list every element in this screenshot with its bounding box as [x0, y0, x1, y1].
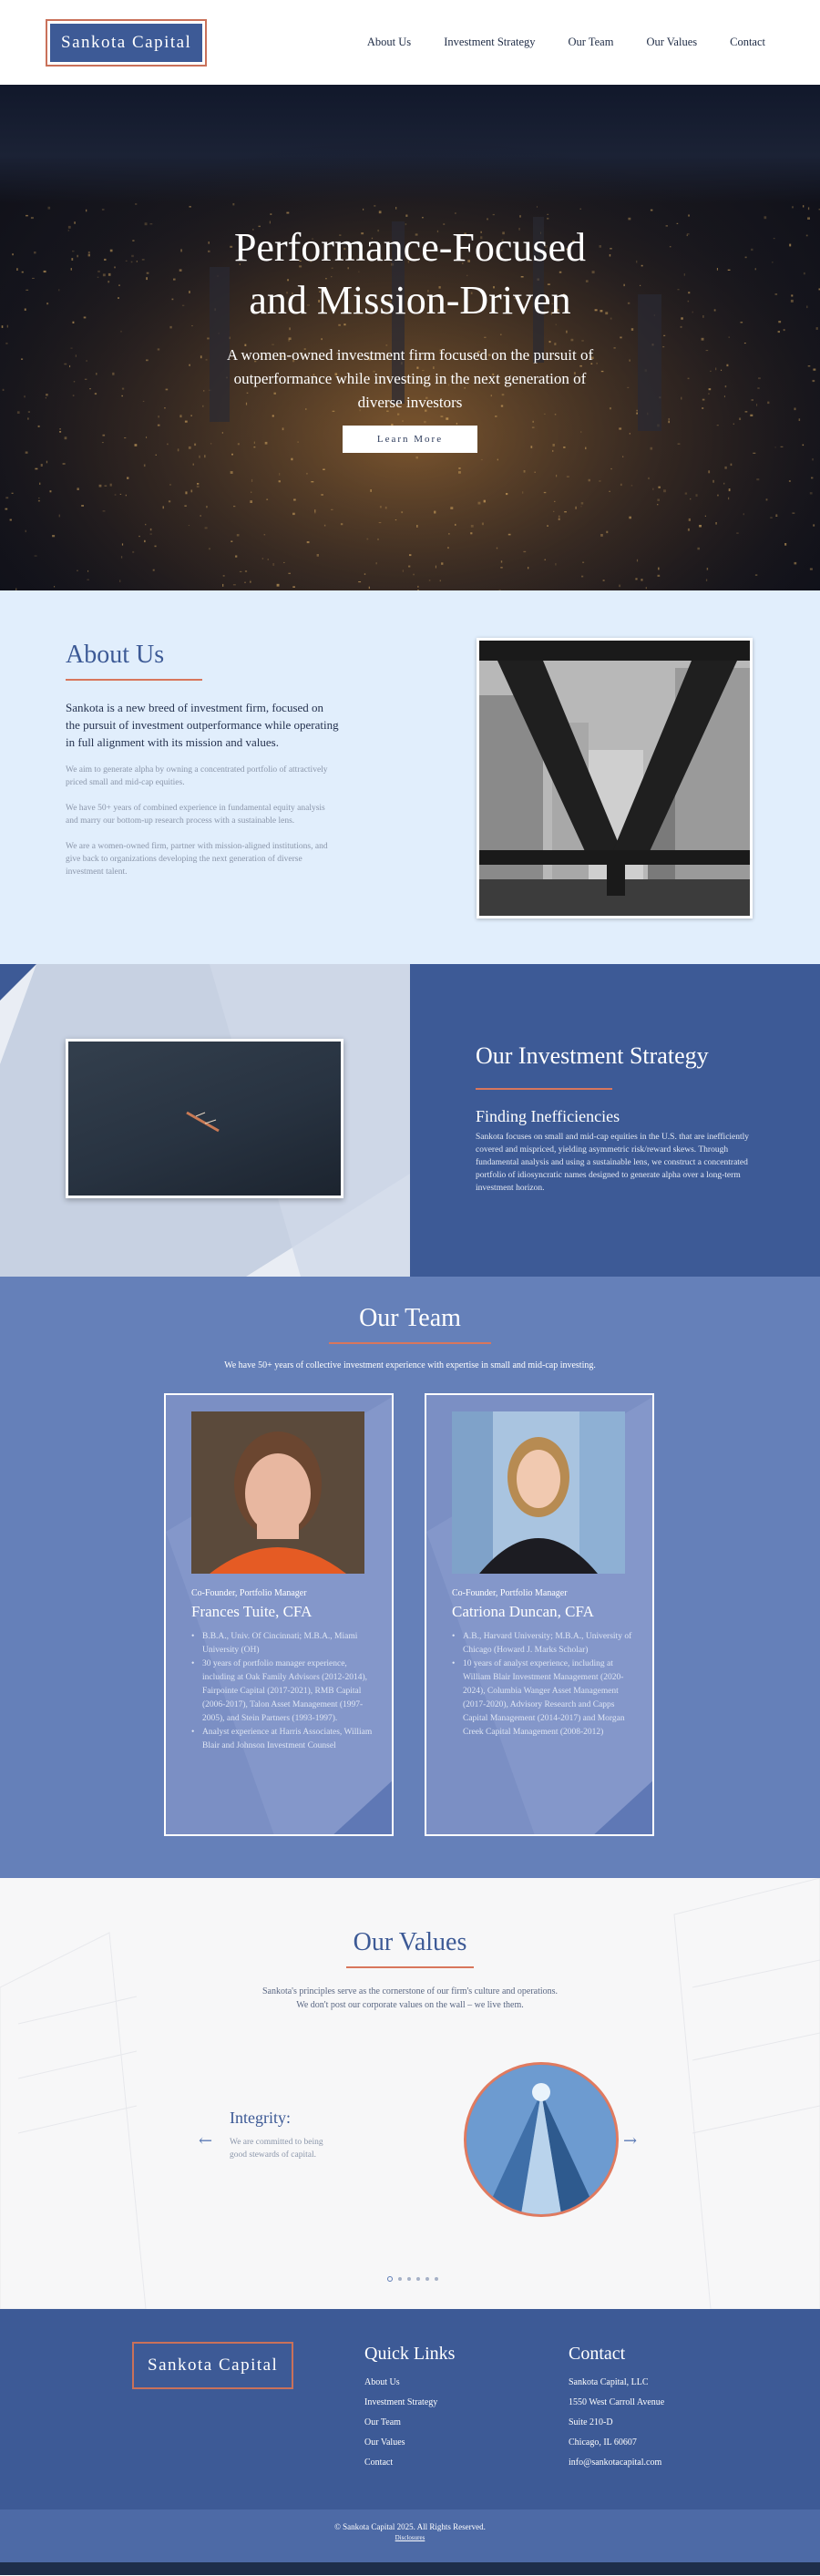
catriona-role: Co-Founder, Portfolio Manager: [452, 1588, 568, 1598]
catriona-bio-list: [452, 1630, 634, 1740]
about-bridge-image: [477, 638, 753, 919]
strategy-right-panel: [410, 964, 820, 1277]
copyright-text: © Sankota Capital 2025. All Rights Reserved.: [334, 2522, 486, 2531]
values-heading: Our Values: [353, 1928, 467, 1956]
frances-bio-item: • 30 years of portfolio manager experience, including at Oak Family Advisors (2012-2014), Fairpointe Capital (2017-2021), RMB Capital (2006-2017), Talon Asset Management (1997-2005), and Stein Partners (1993-1997).: [191, 1657, 374, 1726]
frances-bio-item: • Analyst experience at Harris Associates, William Blair and Johnson Investment Counsel: [191, 1726, 374, 1753]
contact-city: Chicago, IL 60607: [569, 2437, 637, 2448]
frances-tuite-photo: [191, 1411, 364, 1574]
footer-link-contact[interactable]: Contact: [364, 2458, 394, 2468]
contact-street: 1550 West Carroll Avenue: [569, 2397, 665, 2407]
about-paragraph-2: We have 50+ years of combined experience in fundamental equity analysis and marry our bottom-up research process with a sustainable lens.: [66, 804, 325, 826]
about-lead: Sankota is a new breed of investment firm, focused on the pursuit of investment outperformance while operating in full alignment with its mission and values.: [66, 701, 339, 749]
footer-link-our-values[interactable]: Our Values: [364, 2437, 405, 2448]
values-intro: Sankota's principles serve as the cornerstone of our firm's culture and operations. We don't post our corporate values on the wall – we live them.: [261, 1986, 559, 2010]
team-heading-underline: [329, 1342, 491, 1344]
team-card-frances: [164, 1393, 394, 1836]
disclosures-link[interactable]: Disclosures: [395, 2534, 425, 2541]
values-carousel-dots: [387, 2277, 438, 2282]
hero-content: [0, 221, 820, 453]
carousel-dot[interactable]: [425, 2277, 429, 2281]
values-next-arrow-icon[interactable]: →: [623, 2131, 638, 2150]
main-nav: [367, 36, 765, 49]
carousel-dot[interactable]: [416, 2277, 420, 2281]
about-heading-underline: [66, 679, 202, 681]
carousel-dot[interactable]: [387, 2276, 393, 2282]
value-body: We are committed to being good stewards of capital.: [230, 2138, 323, 2160]
footer-logo-text: Sankota Capital: [137, 2346, 289, 2385]
catriona-bio-item: • 10 years of analyst experience, including at William Blair Investment Management (2020-2024), Columbia Wanger Asset Management (2017-2020), Advisory Research and Capps Capital Management (2014-2017) and Morgan Creek Capital Management (2008-2012): [452, 1657, 634, 1740]
hero-section: [0, 85, 820, 590]
value-skyscrapers-image: [464, 2062, 619, 2217]
nav-investment-strategy[interactable]: Investment Strategy: [444, 36, 536, 48]
nav-our-values[interactable]: Our Values: [646, 36, 698, 48]
frances-bio-item: • B.B.A., Univ. Of Cincinnati; M.B.A., Miami University (OH): [191, 1630, 374, 1657]
values-prev-arrow-icon[interactable]: ←: [199, 2131, 213, 2150]
catriona-name: Catriona Duncan, CFA: [452, 1603, 594, 1620]
footer-link-our-team[interactable]: Our Team: [364, 2417, 401, 2427]
nav-contact[interactable]: Contact: [730, 36, 765, 48]
learn-more-button[interactable]: Learn More: [343, 426, 477, 453]
values-heading-underline: [346, 1966, 474, 1968]
quick-links-heading: Quick Links: [364, 2344, 456, 2364]
carousel-dot[interactable]: [435, 2277, 438, 2281]
catriona-duncan-photo: [452, 1411, 625, 1574]
carousel-dot[interactable]: [398, 2277, 402, 2281]
strategy-section: [0, 964, 820, 1277]
footer-quick-links: [364, 2344, 455, 2478]
about-paragraph-1: We aim to generate alpha by owning a concentrated portfolio of attractively priced small and mid-cap equities.: [66, 765, 328, 787]
footer-contact: [569, 2344, 664, 2478]
footer-link-investment-strategy[interactable]: Investment Strategy: [364, 2397, 438, 2407]
frances-role: Co-Founder, Portfolio Manager: [191, 1588, 307, 1598]
about-paragraph-3: We are a women-owned firm, partner with mission-aligned institutions, and give back to organizations developing the next generation of diverse investment talent.: [66, 842, 328, 877]
strategy-subheading: Finding Inefficiencies: [476, 1107, 620, 1125]
footer-logo[interactable]: [132, 2342, 293, 2389]
frances-bio-list: [191, 1630, 374, 1753]
contact-email-link[interactable]: info@sankotacapital.com: [569, 2458, 662, 2468]
contact-suite: Suite 210-D: [569, 2417, 613, 2427]
copyright-bar: [0, 2509, 820, 2562]
carousel-dot[interactable]: [407, 2277, 411, 2281]
team-section: [0, 1277, 820, 1878]
site-logo[interactable]: [46, 19, 207, 67]
team-heading: Our Team: [359, 1304, 461, 1332]
strategy-body: Sankota focuses on small and mid-cap equities in the U.S. that are inefficiently covered and mispriced, yielding asymmetric risk/reward skews. Through fundamental analysis and using a sustainable lens, we construct a concentrated portfolio of idiosyncratic names designed to generate alpha over a long-term investment horizon.: [476, 1133, 750, 1193]
nav-our-team[interactable]: Our Team: [568, 36, 614, 48]
site-footer: [0, 2309, 820, 2509]
frances-name: Frances Tuite, CFA: [191, 1603, 313, 1620]
team-card-catriona: [425, 1393, 654, 1836]
team-intro: We have 50+ years of collective investment experience with expertise in small and mid-cap investing.: [224, 1360, 596, 1370]
hero-title-line2: and Mission-Driven: [249, 278, 571, 323]
contact-company: Sankota Capital, LLC: [569, 2377, 649, 2387]
value-title: Integrity:: [230, 2109, 291, 2127]
bottom-bar: [0, 2562, 820, 2575]
strategy-left-panel: [0, 964, 410, 1277]
about-section: [0, 590, 820, 964]
catriona-bio-item: • A.B., Harvard University; M.B.A., University of Chicago (Howard J. Marks Scholar): [452, 1630, 634, 1657]
strategy-heading: Our Investment Strategy: [476, 1042, 709, 1069]
nav-about-us[interactable]: About Us: [366, 36, 412, 48]
values-section: [0, 1878, 820, 2309]
contact-heading: Contact: [569, 2344, 626, 2364]
rowing-boat-image: [66, 1039, 343, 1198]
footer-link-about-us[interactable]: About Us: [364, 2377, 400, 2387]
hero-title-line1: Performance-Focused: [233, 225, 587, 270]
site-header: [0, 0, 820, 85]
about-text: [66, 641, 339, 878]
hero-subtitle: A women-owned investment firm focused on the pursuit of outperformance while investing in the next generation of diverse investors: [226, 346, 594, 411]
hero-title: [0, 221, 820, 327]
strategy-heading-underline: [476, 1088, 612, 1090]
about-heading: About Us: [66, 641, 165, 669]
site-logo-text: Sankota Capital: [50, 24, 202, 62]
